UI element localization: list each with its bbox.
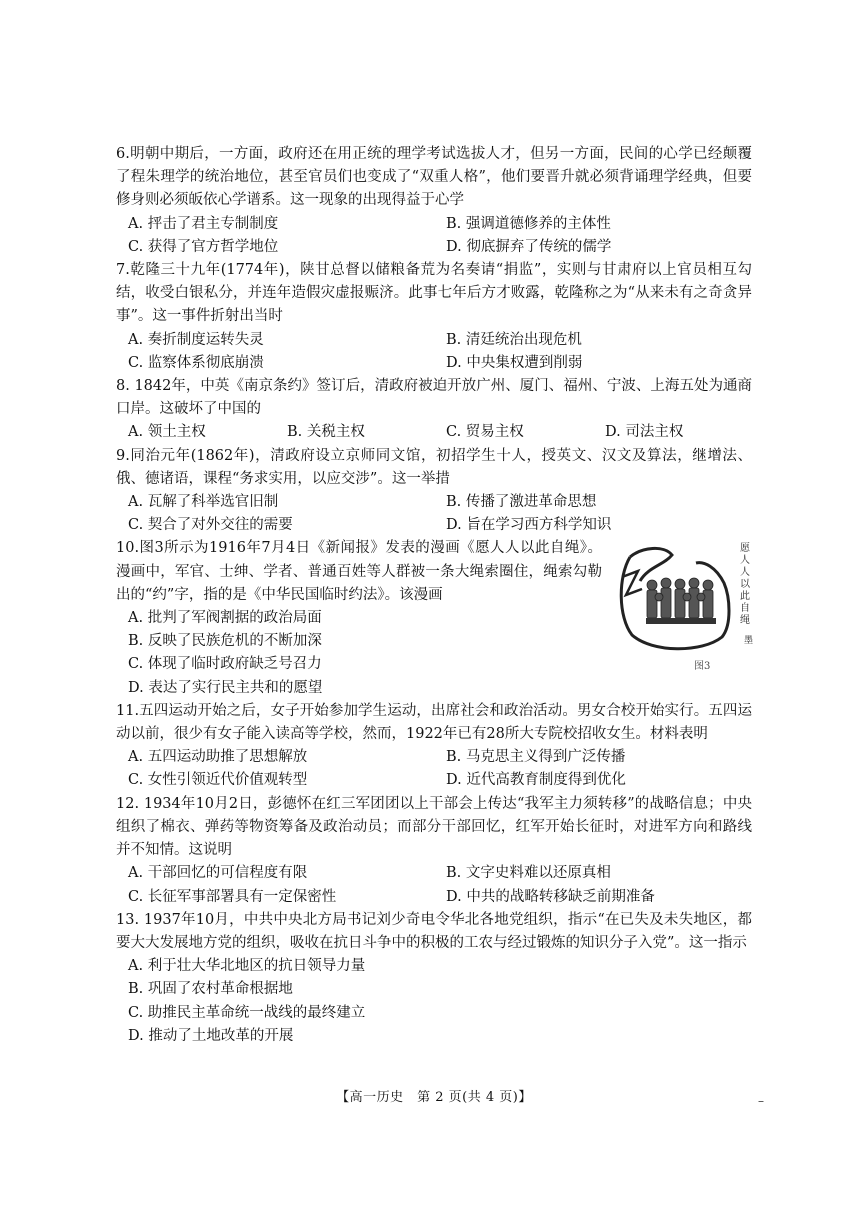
question-12 xyxy=(116,793,752,909)
figure-label: 图3 xyxy=(694,661,711,673)
option-d[interactable]: D. 旨在学习西方科学知识 xyxy=(446,517,612,534)
question-13 xyxy=(116,909,752,1048)
option-c[interactable]: C. 契合了对外交往的需要 xyxy=(128,517,293,534)
option-b[interactable]: B. 关税主权 xyxy=(287,424,365,441)
option-a[interactable]: A. 干部回忆的可信程度有限 xyxy=(128,865,308,882)
option-d[interactable]: D. 中共的战略转移缺乏前期准备 xyxy=(446,888,655,905)
option-d[interactable]: D. 表达了实行民主共和的愿望 xyxy=(128,679,323,696)
question-stem: 8. 1842年，中英《南京条约》签订后，清政府被迫开放广州、厦门、福州、宁波、上海五处为通商口岸。这破坏了中国的 xyxy=(116,378,752,418)
option-b[interactable]: B. 清廷统治出现危机 xyxy=(446,331,582,348)
question-stem: 6.明朝中期后，一方面，政府还在用正统的理学考试选拔人才，但另一方面，民间的心学已经颠覆了程朱理学的统治地位，甚至官员们也变成了“双重人格”，他们要晋升就必须背诵理学经典，但要修身则必须皈依心学谱系。这一现象的出现得益于心学 xyxy=(116,146,752,209)
option-b[interactable]: B. 传播了激进革命思想 xyxy=(446,494,597,511)
option-c[interactable]: C. 体现了临时政府缺乏号召力 xyxy=(128,656,322,673)
options xyxy=(128,607,602,700)
option-a[interactable]: A. 五四运动助推了思想解放 xyxy=(128,749,308,766)
caption-char: 人 xyxy=(740,567,750,579)
option-c[interactable]: C. 长征军事部署具有一定保密性 xyxy=(128,888,337,905)
option-a[interactable]: A. 领土主权 xyxy=(128,424,206,441)
options xyxy=(128,329,752,375)
option-c[interactable]: C. 获得了官方哲学地位 xyxy=(128,238,279,255)
caption-char: 自 xyxy=(740,603,750,615)
option-a[interactable]: A. 批判了军阀割据的政治局面 xyxy=(128,610,322,627)
question-11 xyxy=(116,700,752,793)
cartoon-illustration xyxy=(612,537,762,655)
page-footer xyxy=(0,1086,868,1105)
option-d[interactable]: D. 推动了土地改革的开展 xyxy=(128,1027,294,1044)
artist-signature: 墨 xyxy=(744,636,754,647)
question-8 xyxy=(116,375,752,445)
option-a[interactable]: A. 抨击了君主专制制度 xyxy=(128,215,279,232)
option-c[interactable]: C. 贸易主权 xyxy=(446,424,524,441)
option-b[interactable]: B. 强调道德修养的主体性 xyxy=(446,215,611,232)
question-6 xyxy=(116,143,752,259)
footer-text: 【高一历史 第 2 页(共 4 页)】 xyxy=(336,1090,532,1105)
options xyxy=(128,862,752,908)
question-10 xyxy=(116,537,752,699)
option-d[interactable]: D. 近代高教育制度得到优化 xyxy=(446,772,626,789)
option-a[interactable]: A. 利于壮大华北地区的抗日领导力量 xyxy=(128,958,366,975)
option-c[interactable]: C. 助推民主革命统一战线的最终建立 xyxy=(128,1004,366,1021)
option-d[interactable]: D. 彻底摒弃了传统的儒学 xyxy=(446,238,612,255)
question-stem: 10.图3所示为1916年7月4日《新闻报》发表的漫画《愿人人以此自绳》。漫画中，军官、士绅、学者、普通百姓等人群被一条大绳索圈住，绳索勾勒出的“约”字，指的是《中华民国临时约法》。该漫画 xyxy=(116,540,602,603)
question-9 xyxy=(116,445,752,538)
cartoon-figure xyxy=(612,537,762,671)
question-10-text xyxy=(116,537,602,699)
question-7 xyxy=(116,259,752,375)
corner-mark: – xyxy=(758,1094,764,1108)
caption-char: 以 xyxy=(740,579,750,591)
options xyxy=(128,213,752,259)
caption-char: 绳 xyxy=(740,615,750,627)
option-d[interactable]: D. 司法主权 xyxy=(605,424,684,441)
caption-char: 此 xyxy=(740,591,750,603)
option-d[interactable]: D. 中央集权遭到削弱 xyxy=(446,354,583,371)
option-b[interactable]: B. 文字史料难以还原真相 xyxy=(446,865,611,882)
cartoon-caption xyxy=(740,542,753,646)
caption-char: 愿 xyxy=(740,543,750,555)
question-list xyxy=(116,143,752,1048)
option-a[interactable]: A. 瓦解了科举选官旧制 xyxy=(128,494,279,511)
question-stem: 13. 1937年10月，中共中央北方局书记刘少奇电令华北各地党组织，指示“在已失及未失地区，都要大大发展地方党的组织，吸收在抗日斗争中的积极的工农与经过锻炼的知识分子入党”。这一指示 xyxy=(116,911,752,951)
caption-char: 人 xyxy=(740,555,750,567)
option-c[interactable]: C. 监察体系彻底崩溃 xyxy=(128,354,264,371)
option-b[interactable]: B. 巩固了农村革命根据地 xyxy=(128,981,293,998)
option-c[interactable]: C. 女性引领近代价值观转型 xyxy=(128,772,308,789)
question-stem: 9.同治元年(1862年)，清政府设立京师同文馆，初招学生十人，授英文、汉文及算法，继增法、俄、德诸语，课程“务求实用，以应交涉”。这一举措 xyxy=(116,447,752,487)
options xyxy=(128,421,752,444)
options xyxy=(128,955,752,1048)
option-a[interactable]: A. 奏折制度运转失灵 xyxy=(128,331,264,348)
option-b[interactable]: B. 反映了民族危机的不断加深 xyxy=(128,633,322,650)
options xyxy=(128,746,752,792)
question-stem: 11.五四运动开始之后，女子开始参加学生运动，出席社会和政治活动。男女合校开始实行。五四运动以前，很少有女子能入读高等学校，然而，1922年已有28所大专院校招收女生。材料表明 xyxy=(116,702,752,743)
question-stem: 7.乾隆三十九年(1774年)，陕甘总督以储粮备荒为名奏请“捐监”，实则与甘肃府以上官员相互勾结，收受白银私分，并连年造假灾虚报赈济。此事七年后方才败露，乾隆称之为“从来未有之奇贪异事”。这一事件折射出当时 xyxy=(116,262,752,325)
options xyxy=(128,491,752,537)
option-b[interactable]: B. 马克思主义得到广泛传播 xyxy=(446,749,626,766)
question-stem: 12. 1934年10月2日，彭德怀在红三军团团以上干部会上传达“我军主力须转移”的战略信息；中央组织了棉衣、弹药等物资筹备及政治动员；而部分干部回忆，红军开始长征时，对进军方向和路线并不知情。这说明 xyxy=(116,795,752,859)
